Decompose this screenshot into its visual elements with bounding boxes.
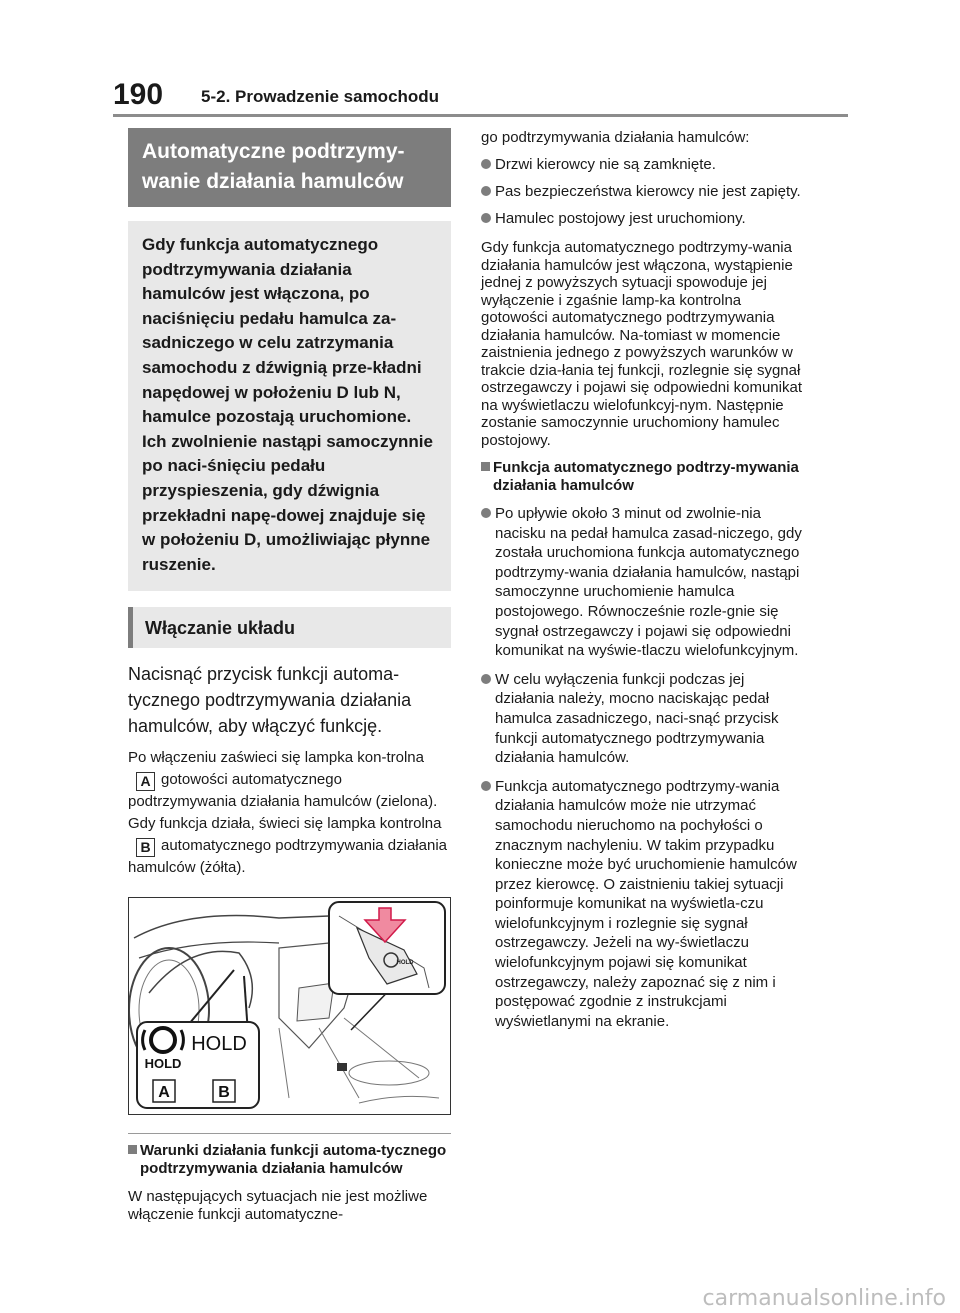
header-divider [113,114,848,117]
conditions-heading [128,1142,451,1178]
hold-icon-label: HOLD [144,1056,182,1072]
intro-box: Gdy funkcja automatycznego podtrzymywania działania hamulców jest włączona, po naciśnięciu pedału hamulca za-sadniczego w celu zatrzymania samochodu z dźwignią prze-kładni napędowej w położeniu D lub N, hamulce pozostają uruchomione. Ich zwolnienie nastąpi samoczynnie po naci-śnięciu pedału przyspieszenia, gdy dźwignia przekładni napę-dowej znajduje się w położeniu D, umożliwiając płynne ruszenie. [128,221,451,591]
dashboard-drawing [129,898,450,1114]
conditions-text: W następujących sytuacjach nie jest możliwe włączenie funkcji automatyczne- [128,1188,428,1223]
key-a-marker: A [136,772,155,791]
hold-button-label: HOLD [396,960,414,967]
condition-item: Drzwi kierowcy nie są zamknięte. [481,155,802,175]
indicator-note-end: automatycznego podtrzymywania działania hamulców (żółta). [128,837,447,877]
watermark: carmanualsonline.info [702,1286,946,1311]
hold-text: HOLD [191,1033,247,1056]
dashboard-illustration [128,897,451,1115]
condition-item: Pas bezpieczeństwa kierowcy nie jest zapięty. [481,182,802,202]
instruction-text: Nacisnąć przycisk funkcji automa-tycznego podtrzymywania działania hamulców, aby włączyć funkcję. [128,664,412,737]
function-heading [481,459,802,495]
square-bullet-icon [481,462,490,471]
continuation-text: go podtrzymywania działania hamulców: [481,129,750,146]
indicator-note [128,747,451,879]
section-title: 5-2. Prowadzenie samochodu [201,87,440,106]
label-a: A [158,1084,170,1102]
conditions-heading-text: Warunki działania funkcji automa-tycznego podtrzymywania działania hamulców [140,1142,447,1178]
function-item: Po upływie około 3 minut od zwolnie-nia nacisku na pedał hamulca zasad-niczego, gdy została uruchomiona funkcja automatycznego podtrzymy-wania działania hamulców, nastąpi samoczynne uruchomienie hamulca postojowego. Równocześnie rozle-gnie się sygnał ostrzegawczy i pojawi się odpowiedni komunikat na wyświe-tlaczu wielofunkcyjnym. [481,504,802,661]
right-column [481,128,802,1031]
function-item: W celu wyłączenia funkcji podczas jej działania należy, mocno naciskając pedał hamulca zasadniczego, naci-snąć przycisk funkcji automatycznego podtrzymywania działania hamulców. [481,670,802,768]
indicator-note-start: Po włączeniu zaświeci się lampka kon-trolna [128,749,424,767]
section-divider [128,1133,451,1134]
page-header [113,78,848,116]
page-number: 190 [113,78,164,111]
left-column [128,128,451,1223]
label-b: B [218,1084,230,1102]
warning-note: Gdy funkcja automatycznego podtrzymy-wania działania hamulców jest włączona, wystąpienie jednej z powyższych sytuacji spowoduje jej wyłączenie i zgaśnie lamp-ka kontrolna gotowości automatycznego podtrzymywania działania hamulców. Na-tomiast w momencie zaistnienia jednego z powyższych warunków w trakcie dzia-łania tej funkcji, rozlegnie się sygnał ostrzegawczy i pojawi się odpowiedni komunikat na wyświetlaczu wielofunkcyj-nym. Następnie zostanie samoczynnie uruchomiony hamulec postojowy. [481,239,802,449]
chapter-title: Automatyczne podtrzymy-wanie działania hamulców [128,128,451,207]
condition-item: Hamulec postojowy jest uruchomiony. [481,209,802,229]
function-heading-text: Funkcja automatycznego podtrzy-mywania działania hamulców [493,459,799,494]
indicator-note-middle: gotowości automatycznego podtrzymywania działania hamulców (zielona). Gdy funkcja działa, świeci się lampka kontrolna [128,771,442,833]
square-bullet-icon [128,1145,137,1154]
subsection-title: Włączanie układu [128,607,451,648]
key-b-marker: B [136,838,155,857]
function-item: Funkcja automatycznego podtrzymy-wania działania hamulców może nie utrzymać samochodu nieruchomo na pochyłości o znacznym nachyleniu. W takim przypadku konieczne może być uruchomienie hamulców przez kierowcę. O zaistnieniu takiej sytuacji poinformuje komunikat na wyświetla-czu wielofunkcyjnym i rozlegnie się sygnał ostrzegawczy. Jeżeli na wy-świetlaczu wielofunkcyjnym pojawi się komunikat ostrzegawczy, należy zapoznać się z nim i postępować zgodnie z instrukcjami wyświetlanymi na ekranie. [481,777,802,1032]
